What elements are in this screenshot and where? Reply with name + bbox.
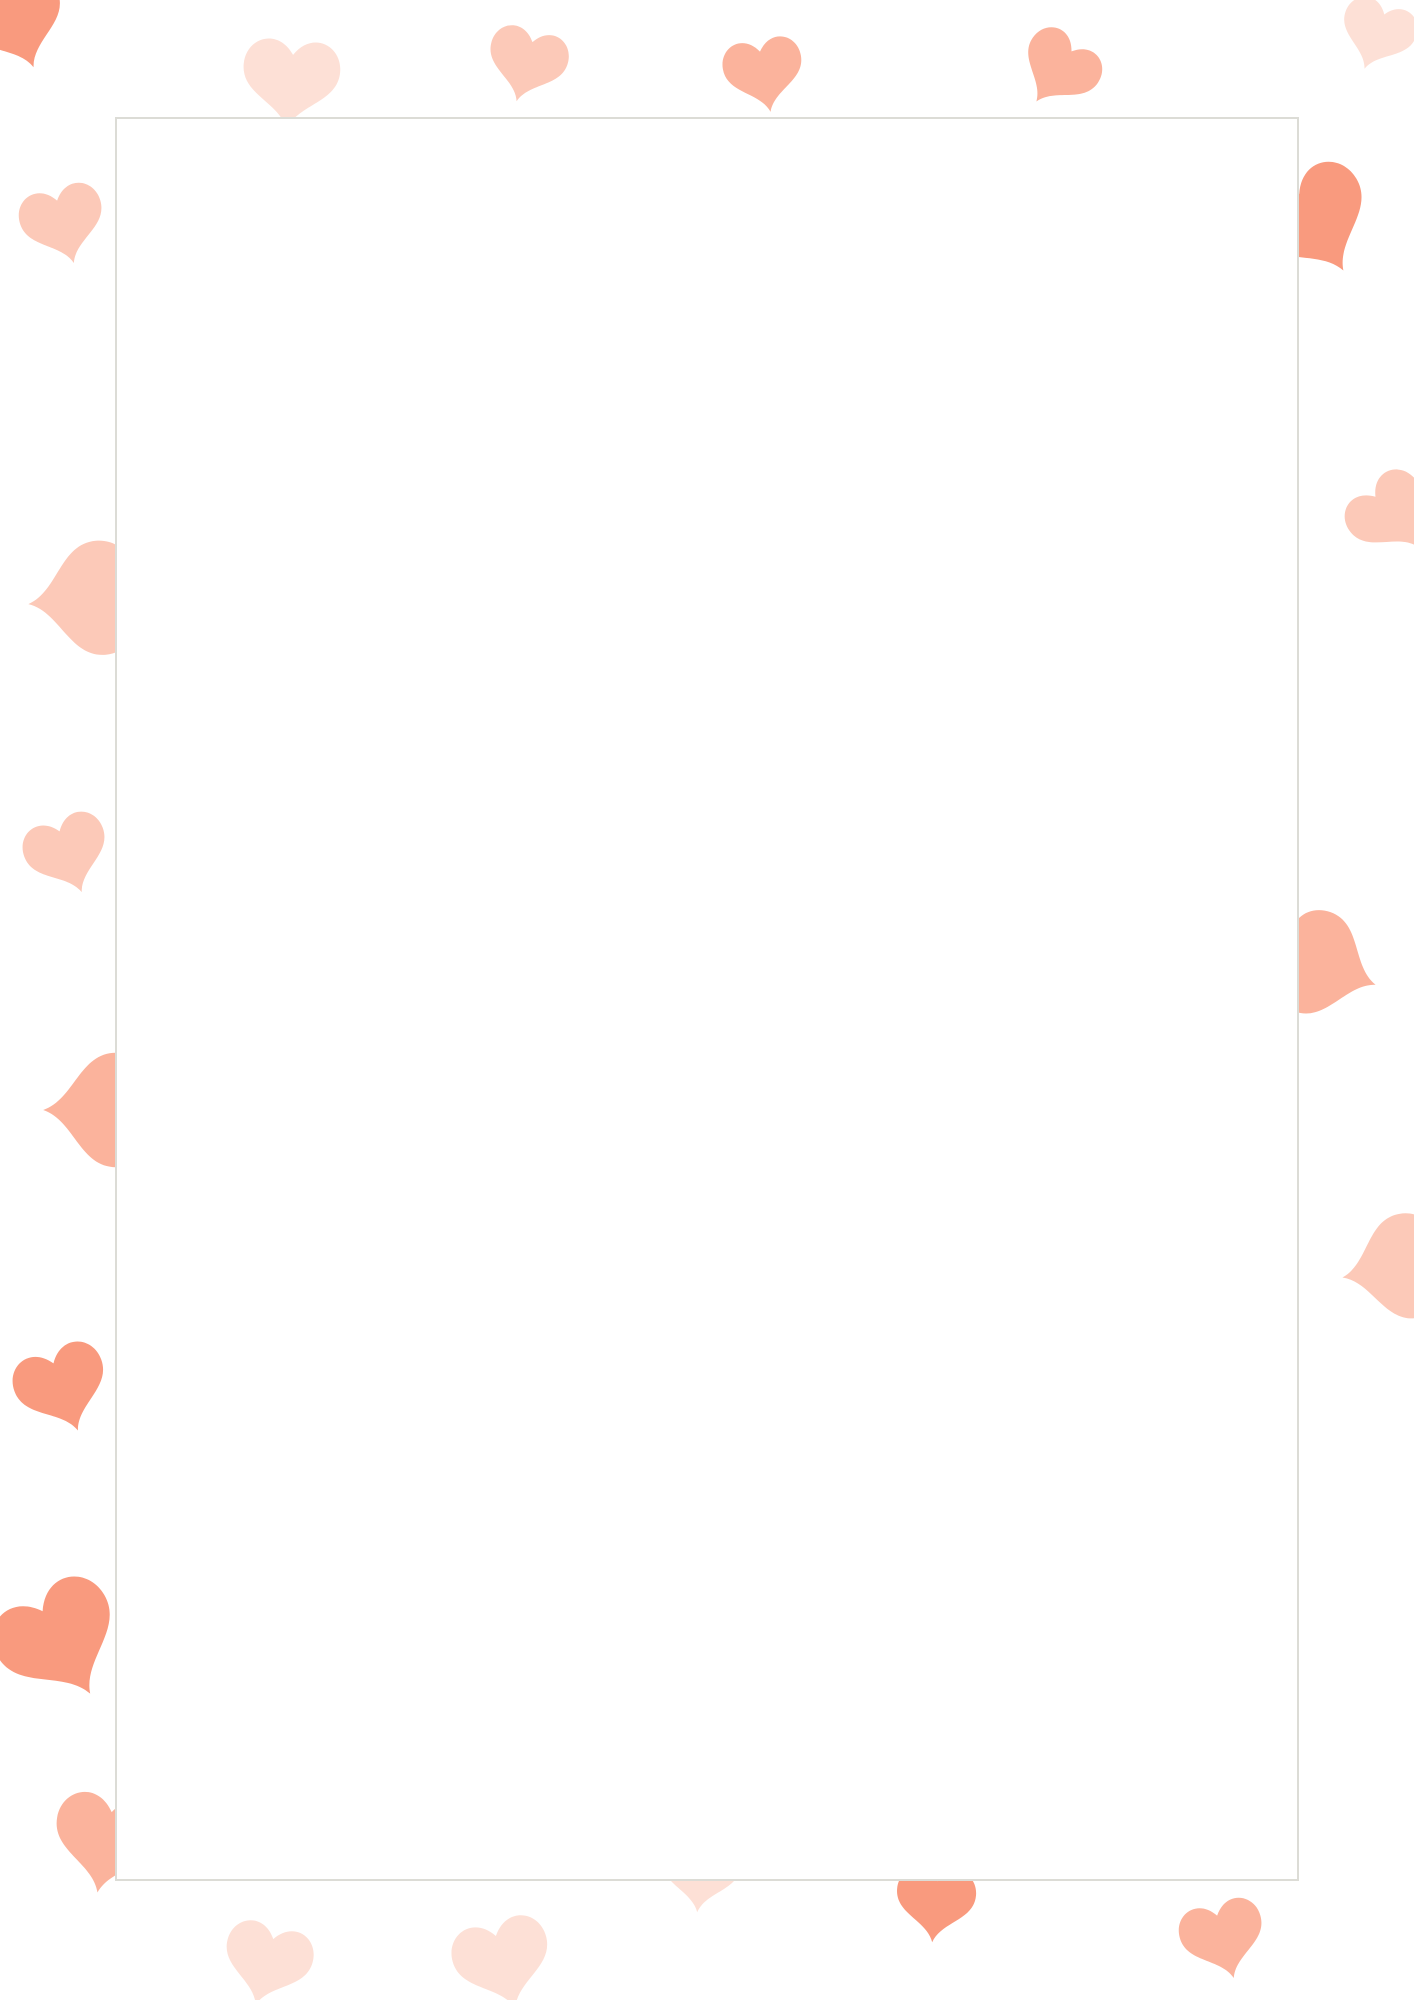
heart-icon <box>445 1910 562 2000</box>
heart-icon <box>0 0 79 84</box>
heart-icon <box>213 1915 319 2000</box>
heart-icon <box>1333 1209 1414 1330</box>
heart-icon <box>1004 19 1111 124</box>
checklist-card <box>115 117 1299 1881</box>
heart-icon <box>14 178 115 274</box>
heart-icon <box>719 33 810 119</box>
heart-icon <box>1329 0 1414 82</box>
heart-icon <box>478 21 573 112</box>
heart-icon <box>5 1335 121 1447</box>
heart-icon <box>1174 1893 1275 1989</box>
heart-icon <box>16 805 121 906</box>
